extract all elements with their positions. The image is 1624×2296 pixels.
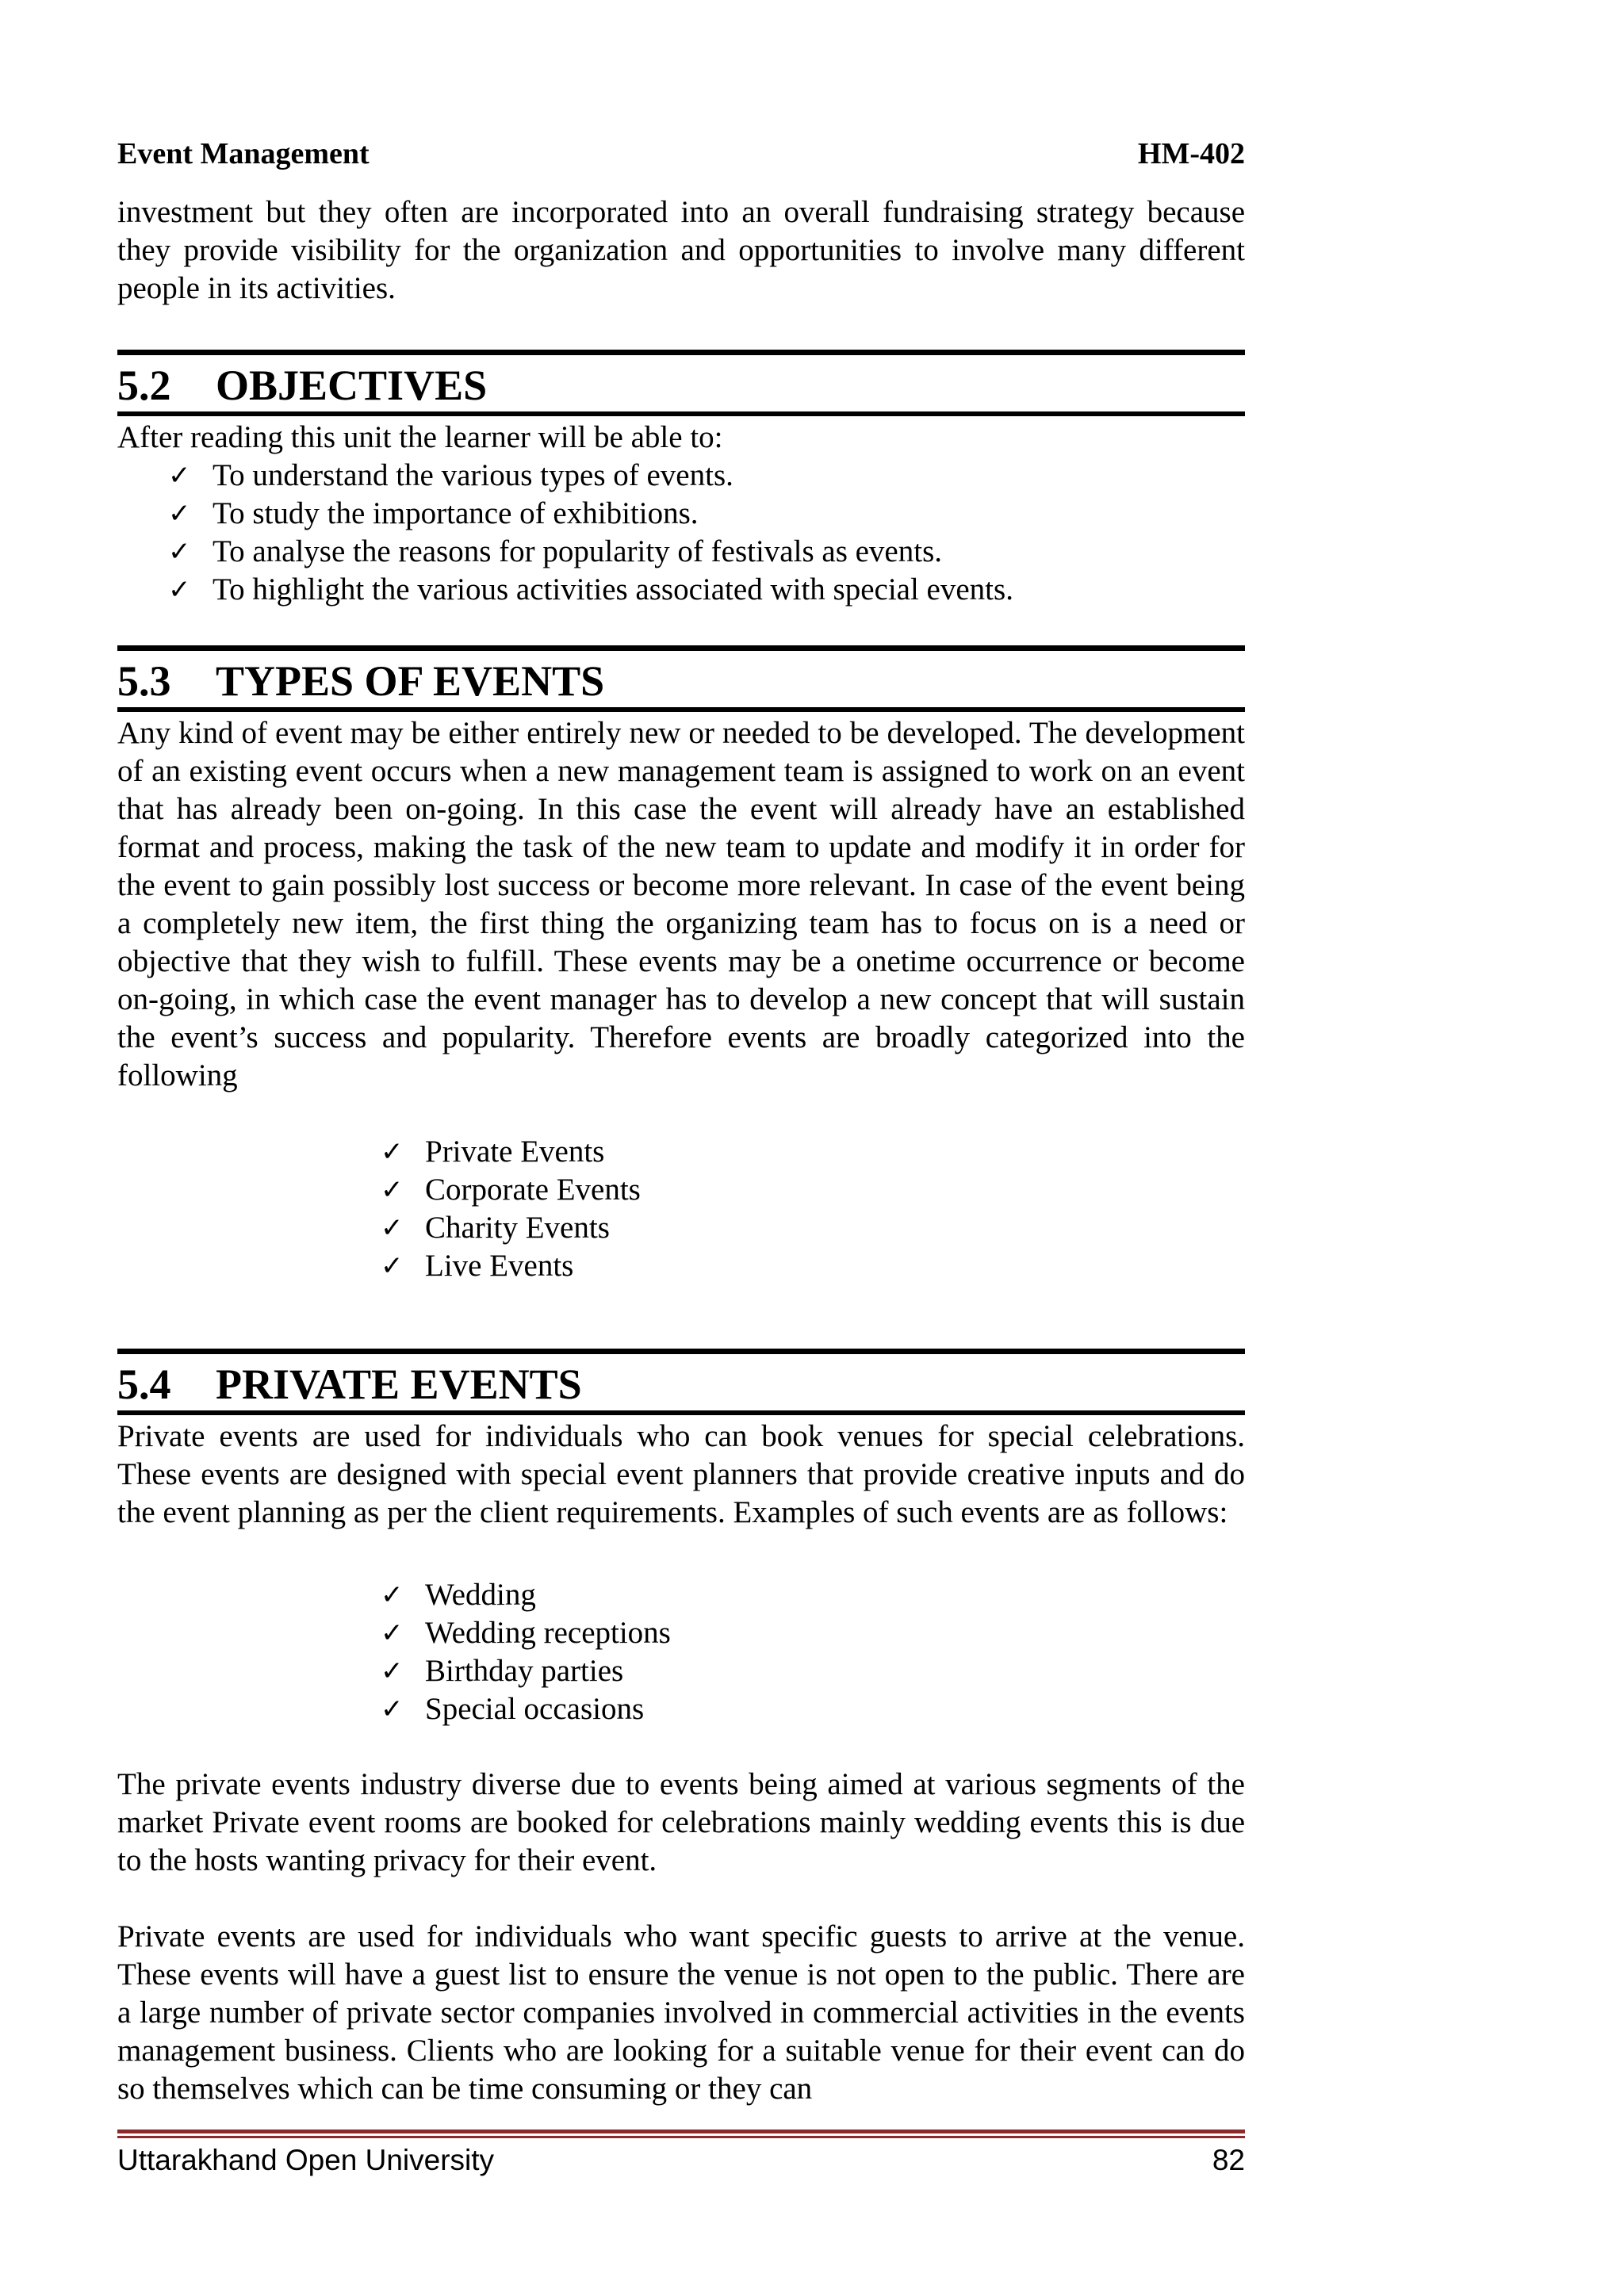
check-icon: ✓ [168, 460, 191, 492]
check-icon: ✓ [168, 498, 191, 530]
list-item: ✓ Wedding receptions [381, 1614, 671, 1652]
list-item: ✓ Live Events [381, 1247, 641, 1285]
check-icon: ✓ [381, 1617, 404, 1649]
private-examples-list [381, 1576, 671, 1728]
list-item: ✓ To study the importance of exhibitions. [168, 495, 1013, 533]
objectives-lead: After reading this unit the learner will be able to: [117, 420, 723, 454]
page-number: 82 [1212, 2144, 1245, 2176]
intro-paragraph: investment but they often are incorporated into an overall fundraising strategy because they provide visibility for the organization and opportunities to involve many different people in its activities. [117, 195, 1245, 305]
check-icon: ✓ [168, 536, 191, 568]
event-categories-list [381, 1133, 641, 1285]
check-icon: ✓ [381, 1579, 404, 1611]
list-item: ✓ To highlight the various activities associated with special events. [168, 571, 1013, 609]
check-icon: ✓ [381, 1174, 404, 1206]
list-item: ✓ Wedding [381, 1576, 671, 1614]
footer-divider [117, 2130, 1245, 2139]
types-paragraph: Any kind of event may be either entirely new or needed to be developed. The development of an existing event occurs when a new management team is assigned to work on an event that has already been on-going. In this case the event will already have an established format and process, making the task of the new team to update and modify it in order for the event to gain possibly lost success or become more relevant. In case of the event being a completely new item, the first thing the organizing team has to focus on is a need or objective that they wish to fulfill. These events may be a onetime occurrence or become on-going, in which case the event manager has to develop a new concept that will sustain the event’s success and popularity. Therefore events are broadly categorized into the following [117, 716, 1245, 1093]
private-paragraph: Private events are used for individuals who can book venues for special celebrations. These events are designed with special event planners that provide creative inputs and do the event planning as per the client requirements. Examples of such events are as follows: [117, 1419, 1245, 1529]
list-item: ✓ To understand the various types of events. [168, 457, 1013, 495]
list-item: ✓ Private Events [381, 1133, 641, 1171]
section-title: OBJECTIVES [216, 362, 488, 409]
check-icon: ✓ [381, 1136, 404, 1168]
check-icon: ✓ [381, 1212, 404, 1244]
page-footer [117, 2142, 1245, 2179]
check-icon: ✓ [381, 1250, 404, 1282]
check-icon: ✓ [168, 574, 191, 606]
footer-university: Uttarakhand Open University [117, 2144, 495, 2176]
section-number: 5.4 [117, 1360, 171, 1408]
section-title: PRIVATE EVENTS [216, 1360, 582, 1408]
private-paragraph-2: The private events industry diverse due to events being aimed at various segments of the market Private event rooms are booked for celebrations mainly wedding events this is due to the hosts wanting privacy for their event. [117, 1767, 1245, 1877]
private-paragraph-3: Private events are used for individuals who want specific guests to arrive at the venue. These events will have a guest list to ensure the venue is not open to the public. There are a large number of private sector companies involved in commercial activities in the events management business. Clients who are looking for a suitable venue for their event can do so themselves which can be time consuming or they can [117, 1919, 1245, 2106]
list-item: ✓ Charity Events [381, 1209, 641, 1247]
list-item: ✓ Corporate Events [381, 1171, 641, 1209]
section-heading-types-of-events [117, 645, 1245, 712]
section-heading-objectives [117, 350, 1245, 416]
header-course-title: Event Management [117, 137, 370, 170]
check-icon: ✓ [381, 1693, 404, 1725]
objectives-list [168, 457, 1013, 609]
list-item: ✓ Birthday parties [381, 1652, 671, 1690]
list-item: ✓ To analyse the reasons for popularity of festivals as events. [168, 533, 1013, 571]
section-title: TYPES OF EVENTS [216, 657, 605, 705]
section-number: 5.2 [117, 362, 171, 409]
page-header [117, 133, 1245, 174]
section-number: 5.3 [117, 657, 171, 705]
list-item: ✓ Special occasions [381, 1690, 671, 1728]
section-heading-private-events [117, 1349, 1245, 1415]
header-course-code: HM-402 [1137, 137, 1245, 170]
check-icon: ✓ [381, 1655, 404, 1687]
